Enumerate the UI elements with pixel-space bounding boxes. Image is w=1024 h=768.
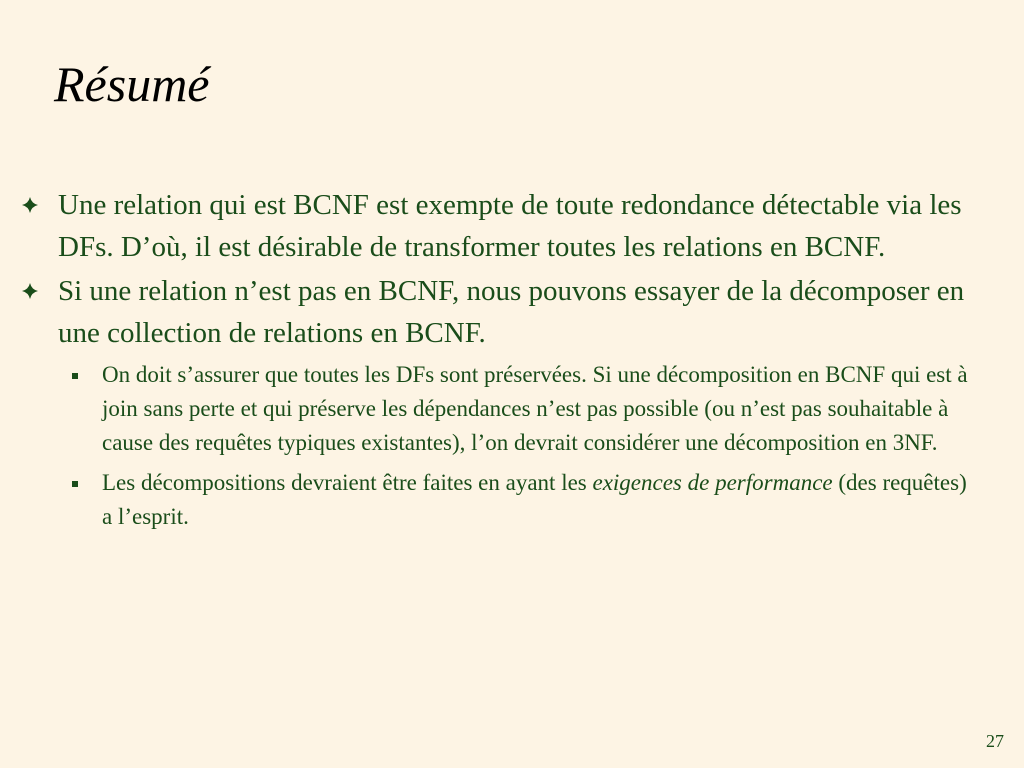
square-bullet-icon [72, 481, 78, 487]
bullet-item [0, 270, 998, 354]
square-bullet-icon [72, 373, 78, 379]
bullet-item [0, 184, 998, 268]
bullet-list [0, 184, 1024, 534]
sub-bullet-item [0, 466, 982, 534]
sub-bullet-text: On doit s’assurer que toutes les DFs sont préservées. Si une décomposition en BCNF qui est à join sans perte et qui préserve les dépendances n’est pas possible (ou n’est pas souhaitable à cause des requêtes typiques existantes), l’on devrait considérer une décomposition en 3NF. [102, 362, 968, 455]
four-petal-diamond-icon [22, 197, 38, 213]
sub-bullet-emphasis: exigences de performance [592, 470, 833, 495]
sub-bullet-item [0, 358, 982, 460]
page-number: 27 [986, 731, 1004, 751]
bullet-text: Si une relation n’est pas en BCNF, nous pouvons essayer de la décomposer en une collection de relations en BCNF. [58, 275, 965, 349]
slide-title: Résumé [54, 56, 210, 112]
four-petal-diamond-icon [22, 283, 38, 299]
sub-bullet-text-end: (des requêtes) a l’esprit. [102, 470, 967, 529]
sub-bullet-text-start: Les décompositions devraient être faites en ayant les [102, 470, 593, 495]
bullet-text: Une relation qui est BCNF est exempte de toute redondance détectable via les DFs. D’où, il est désirable de transformer toutes les relations en BCNF. [58, 189, 962, 263]
